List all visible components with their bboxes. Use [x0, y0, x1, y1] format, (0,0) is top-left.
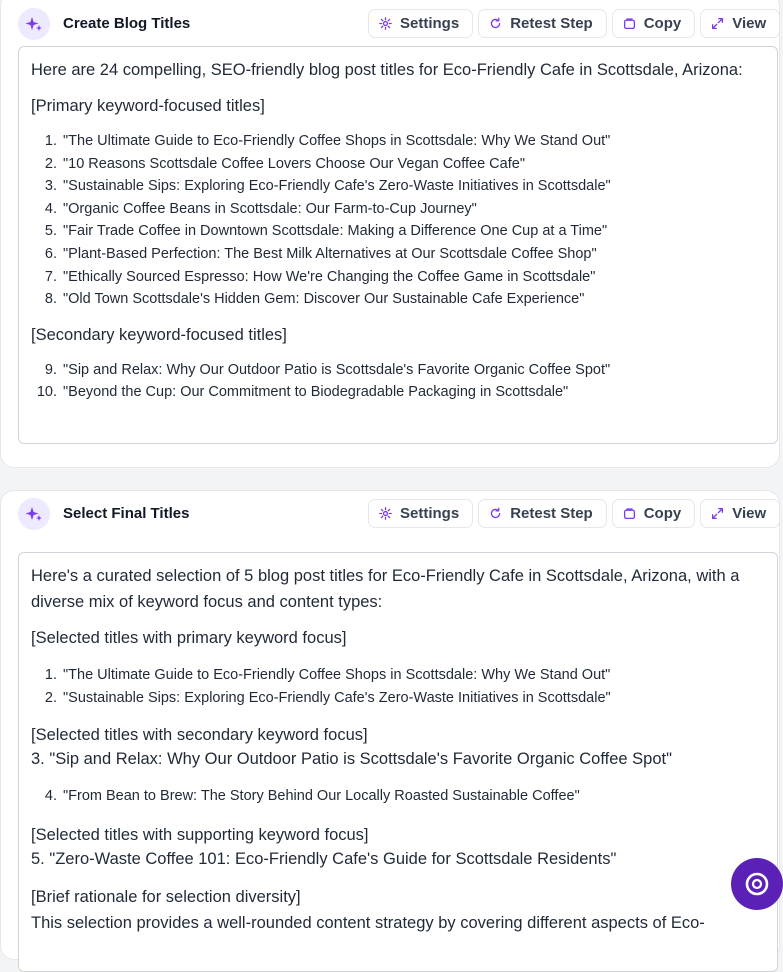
- list-item: 3. "Sustainable Sips: Exploring Eco-Friendly Cafe's Zero-Waste Initiatives in Scottsdale": [61, 175, 765, 198]
- step-title: Create Blog Titles: [63, 15, 191, 32]
- list-item: 1. "The Ultimate Guide to Eco-Friendly Coffee Shops in Scottsdale: Why We Stand Out": [61, 130, 765, 153]
- settings-button[interactable]: [368, 9, 473, 38]
- list-item: 10. "Beyond the Cup: Our Commitment to Biodegradable Packaging in Scottsdale": [61, 381, 765, 404]
- output-intro: Here's a curated selection of 5 blog post titles for Eco-Friendly Cafe in Scottsdale, Arizona, with a diverse mix of keyword focus and content types:: [31, 567, 740, 611]
- list-item: 9. "Sip and Relax: Why Our Outdoor Patio is Scottsdale's Favorite Organic Coffee Spot": [61, 359, 765, 382]
- copy-icon: [623, 507, 636, 520]
- help-fab-button[interactable]: [731, 858, 783, 910]
- step-toolbar: [368, 9, 780, 38]
- expand-icon: [711, 507, 724, 520]
- primary-title-list: [31, 130, 765, 311]
- step-output-box[interactable]: [18, 46, 778, 444]
- selected-supporting-item-5: 5. "Zero-Waste Coffee 101: Eco-Friendly Cafe's Guide for Scottsdale Residents": [31, 849, 617, 868]
- copy-icon: [623, 17, 636, 30]
- step-header: [1, 491, 779, 537]
- list-item: 8. "Old Town Scottsdale's Hidden Gem: Discover Our Sustainable Cafe Experience": [61, 288, 765, 311]
- retest-step-button[interactable]: [478, 9, 607, 38]
- copy-button[interactable]: [612, 9, 696, 38]
- step-output-box[interactable]: [18, 552, 778, 972]
- section-heading-primary: [Selected titles with primary keyword focus]: [31, 629, 347, 647]
- list-item: 7. "Ethically Sourced Espresso: How We're Changing the Coffee Game in Scottsdale": [61, 266, 765, 289]
- retest-step-button[interactable]: [478, 499, 607, 528]
- copy-label: Copy: [643, 505, 682, 522]
- rationale-text: This selection provides a well-rounded content strategy by covering different aspects of Eco-: [31, 913, 705, 932]
- settings-button[interactable]: [368, 499, 473, 528]
- list-item: 4. "From Bean to Brew: The Story Behind Our Locally Roasted Sustainable Coffee": [61, 785, 765, 808]
- selected-secondary-list: [31, 785, 765, 808]
- list-item: 2. "10 Reasons Scottsdale Coffee Lovers Choose Our Vegan Coffee Cafe": [61, 153, 765, 176]
- section-heading-secondary: [Secondary keyword-focused titles]: [31, 325, 287, 344]
- retest-step-label: Retest Step: [510, 15, 593, 32]
- copy-label: Copy: [643, 15, 682, 32]
- list-item: 4. "Organic Coffee Beans in Scottsdale: Our Farm-to-Cup Journey": [61, 198, 765, 221]
- retest-icon: [489, 507, 502, 520]
- retest-icon: [489, 17, 502, 30]
- list-item: 2. "Sustainable Sips: Exploring Eco-Friendly Cafe's Zero-Waste Initiatives in Scottsdale": [61, 687, 765, 710]
- section-heading-supporting: [Selected titles with supporting keyword focus]: [31, 825, 369, 844]
- retest-step-label: Retest Step: [510, 505, 593, 522]
- gear-icon: [379, 17, 392, 30]
- selected-secondary-item-3: 3. "Sip and Relax: Why Our Outdoor Patio is Scottsdale's Favorite Organic Coffee Spot": [31, 750, 672, 769]
- view-button[interactable]: [700, 9, 780, 38]
- step-card-create-blog-titles: [0, 0, 780, 468]
- view-label: View: [732, 505, 767, 522]
- gear-icon: [379, 507, 392, 520]
- settings-label: Settings: [400, 505, 460, 522]
- step-title: Select Final Titles: [63, 505, 190, 522]
- expand-icon: [711, 17, 724, 30]
- settings-label: Settings: [400, 15, 460, 32]
- secondary-title-list: [31, 359, 765, 404]
- sparkle-icon: [18, 8, 50, 40]
- view-label: View: [732, 15, 767, 32]
- list-item: 5. "Fair Trade Coffee in Downtown Scottsdale: Making a Difference One Cup at a Time": [61, 220, 765, 243]
- help-icon: [744, 871, 770, 897]
- list-item: 1. "The Ultimate Guide to Eco-Friendly Coffee Shops in Scottsdale: Why We Stand Out": [61, 664, 765, 687]
- section-heading-primary: [Primary keyword-focused titles]: [31, 97, 265, 115]
- section-heading-secondary: [Selected titles with secondary keyword focus]: [31, 726, 368, 745]
- sparkle-icon: [18, 498, 50, 530]
- step-toolbar: [368, 499, 780, 528]
- view-button[interactable]: [700, 499, 780, 528]
- copy-button[interactable]: [612, 499, 696, 528]
- section-heading-rationale: [Brief rationale for selection diversity]: [31, 887, 301, 906]
- step-header: [1, 1, 779, 47]
- selected-primary-list: [31, 664, 765, 709]
- step-card-select-final-titles: [0, 490, 780, 960]
- list-item: 6. "Plant-Based Perfection: The Best Milk Alternatives at Our Scottsdale Coffee Shop": [61, 243, 765, 266]
- output-intro: Here are 24 compelling, SEO-friendly blog post titles for Eco-Friendly Cafe in Scottsdale, Arizona:: [31, 61, 743, 79]
